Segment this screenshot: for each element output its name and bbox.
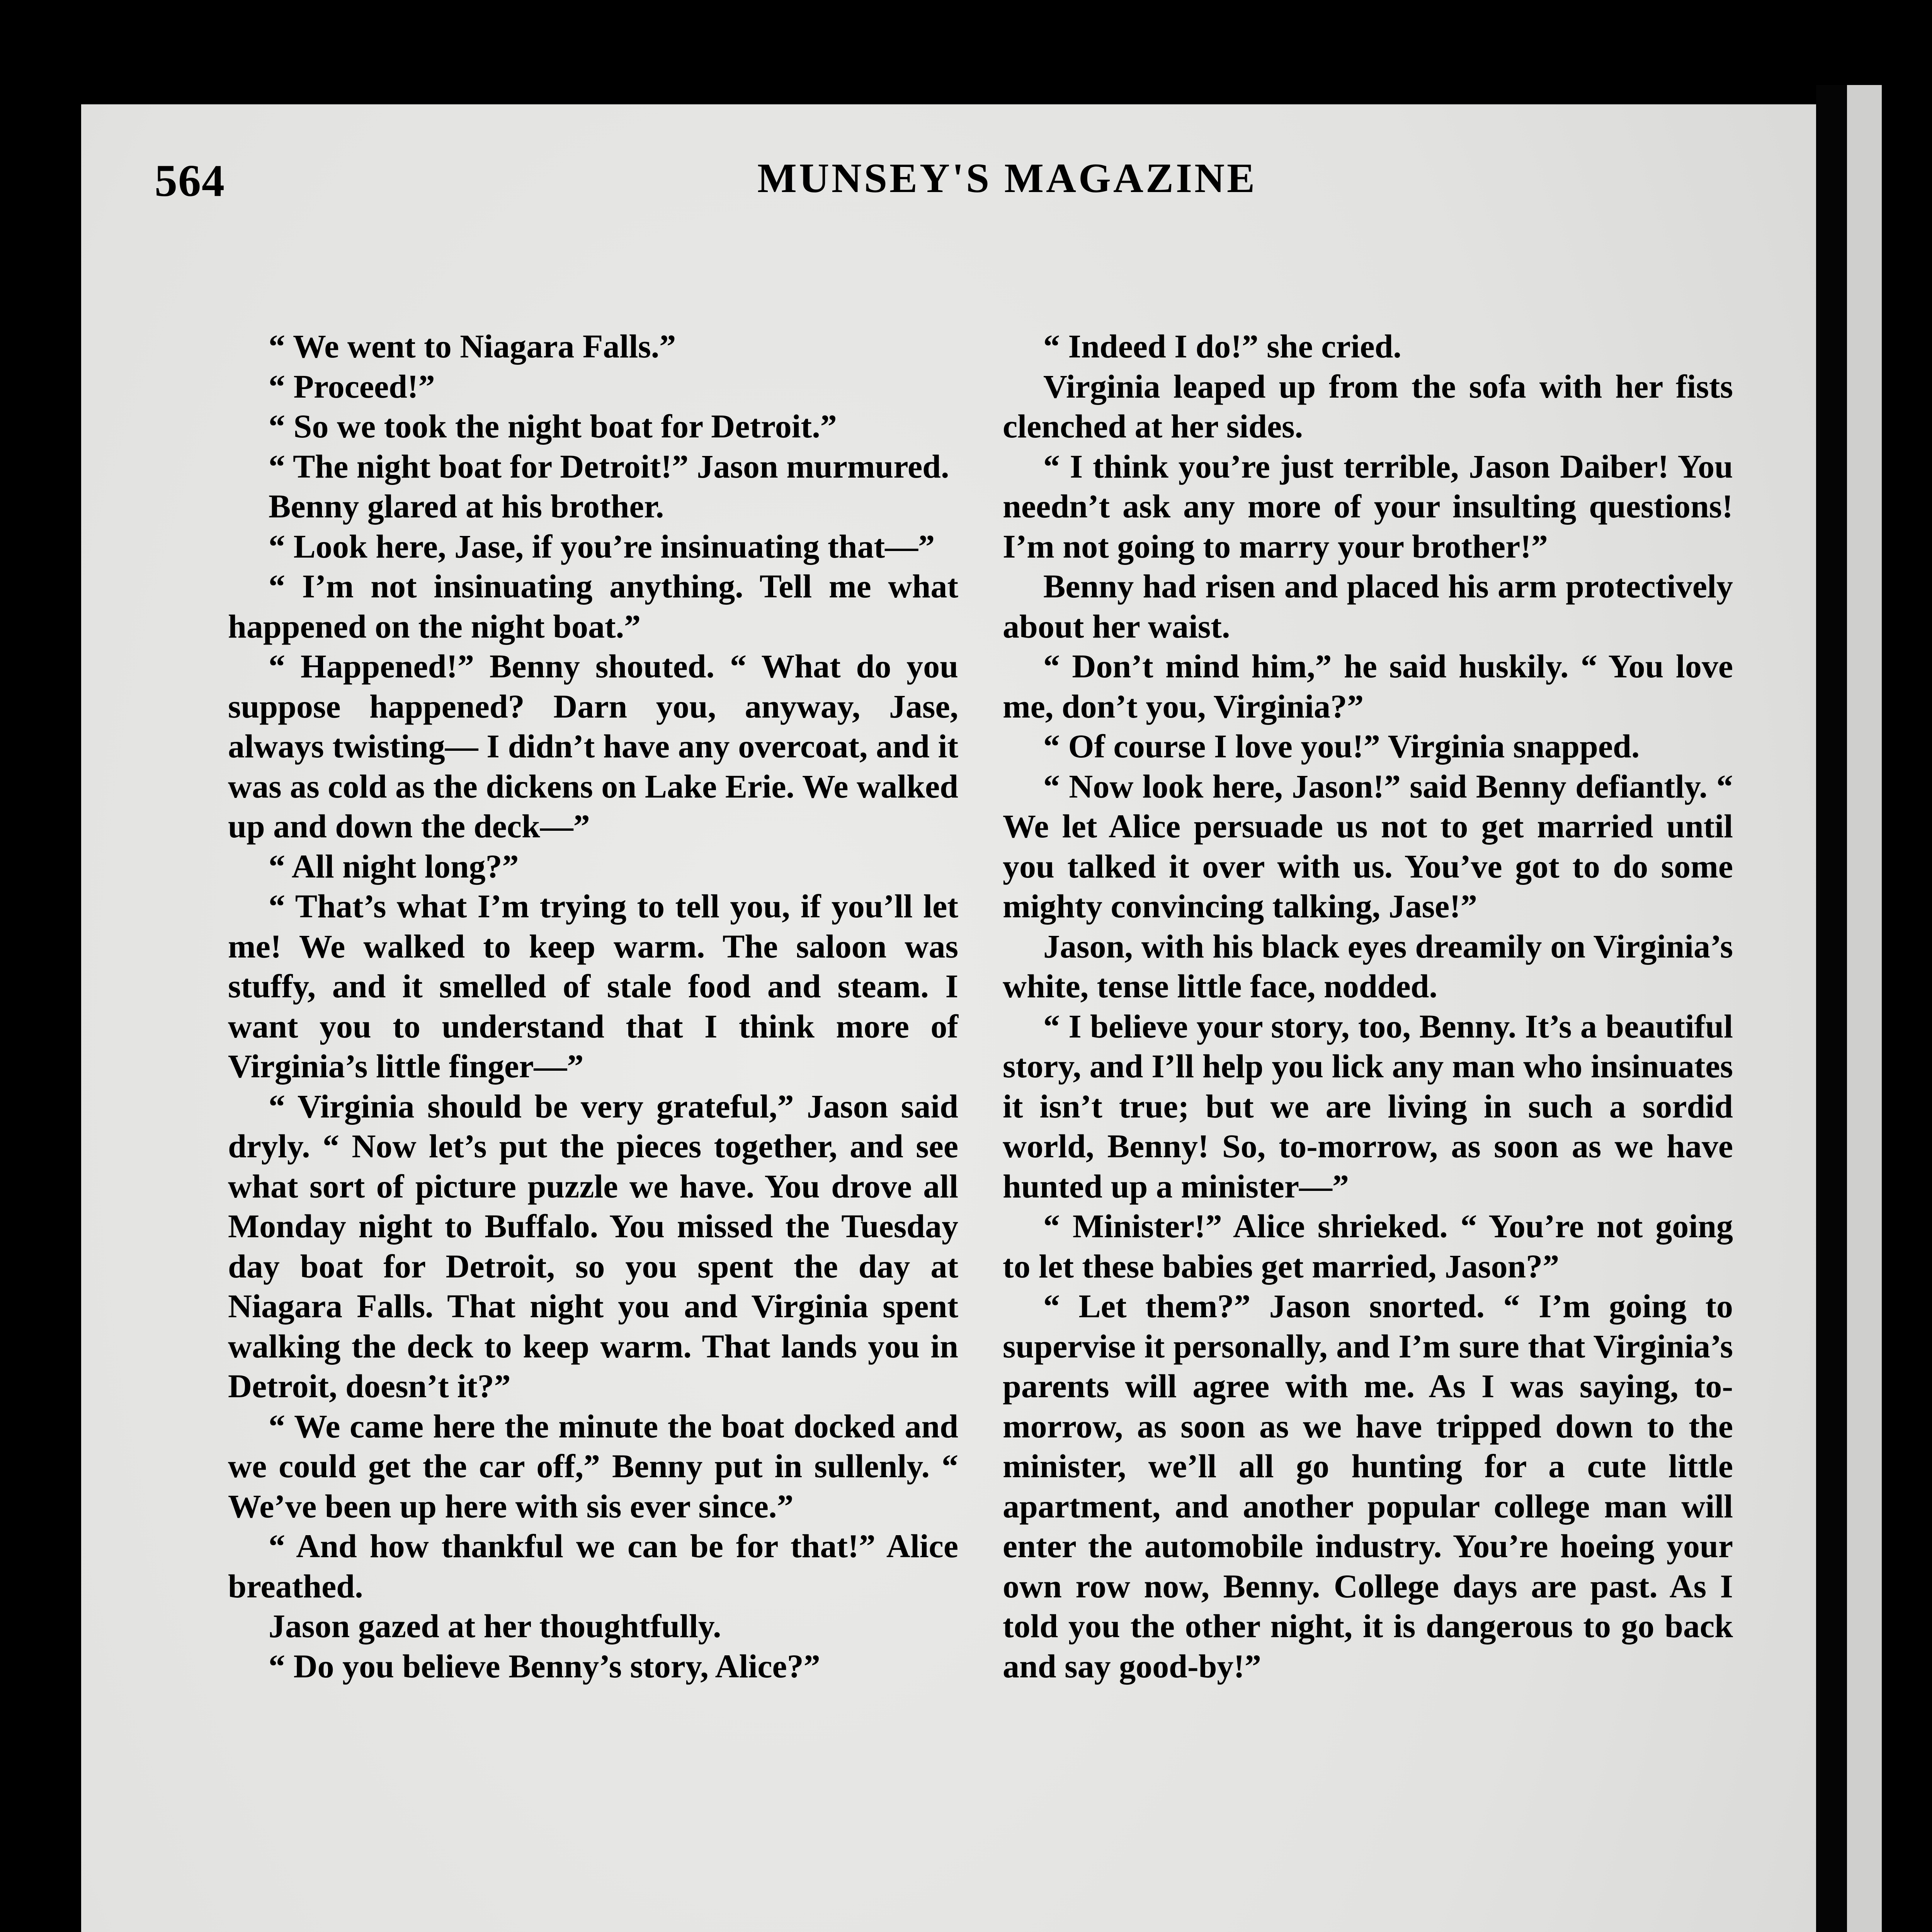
paragraph: “ Do you believe Benny’s story, Alice?”: [269, 1647, 820, 1685]
paragraph: “ Let them?” Jason snorted. “ I’m going to supervise it personally, and I’m sure that Virginia’s parents will agree with me. As I was saying, to-morrow, as soon as we have tripped down to the minister, we’ll all go hunting for a cute little apartment, and another popular college man will enter the automobile industry. You’re hoeing your own row now, Benny. College days are past. As I told you the other night, it is dangerous to go back and say good-by!”: [1003, 1287, 1733, 1685]
paragraph: “ I believe your story, too, Benny. It’s a beautiful story, and I’ll help you lick any man who insinuates it isn’t true; but we are living in such a sordid world, Benny! So, to-morrow, as soon as we have hunted up a minister—”: [1003, 1007, 1733, 1205]
paragraph: Jason, with his black eyes dreamily on Virginia’s white, tense little face, nodded.: [1003, 927, 1733, 1005]
paragraph: “ Virginia should be very grateful,” Jason said dryly. “ Now let’s put the pieces together, and see what sort of picture puzzle we have. You drove all Monday night to Buffalo. You missed the Tuesday day boat for Detroit, so you spent the day at Niagara Falls. That night you and Virginia spent walking the deck to keep warm. That lands you in Detroit, doesn’t it?”: [228, 1087, 958, 1405]
paragraph: “ Of course I love you!” Virginia snapped.: [1043, 728, 1640, 765]
facing-page-edge: [1847, 85, 1882, 1932]
paragraph: “ Indeed I do!” she cried.: [1043, 328, 1401, 365]
paragraph: Jason gazed at her thoughtfully.: [269, 1607, 721, 1645]
paragraph: Benny had risen and placed his arm protectively about her waist.: [1003, 568, 1733, 645]
paragraph: “ I think you’re just terrible, Jason Daiber! You needn’t ask any more of your insulting questions! I’m not going to marry your brother!”: [1003, 447, 1733, 565]
paragraph: “ Now look here, Jason!” said Benny defiantly. “ We let Alice persuade us not to get married until you talked it over with us. You’ve got to do some mighty convincing talking, Jase!”: [1003, 767, 1733, 925]
paragraph: “ I’m not insinuating anything. Tell me what happened on the night boat.”: [228, 568, 958, 645]
paragraph: “ That’s what I’m trying to tell you, if you’ll let me! We walked to keep warm. The saloon was stuffy, and it smelled of stale food and steam. I want you to understand that I think more of Virginia’s little finger—”: [228, 888, 958, 1085]
paragraph: “ All night long?”: [269, 847, 519, 885]
left-column: [228, 327, 958, 1686]
binding-gutter: [1816, 85, 1847, 1932]
right-column: [1003, 327, 1733, 1686]
paragraph: “ The night boat for Detroit!” Jason murmured.: [269, 447, 949, 485]
paragraph: “ We went to Niagara Falls.”: [269, 328, 676, 365]
paragraph: “ So we took the night boat for Detroit.”: [269, 408, 837, 445]
paragraph: “ Happened!” Benny shouted. “ What do you suppose happened? Darn you, anyway, Jase, always twisting— I didn’t have any overcoat, and it was as cold as the dickens on Lake Erie. We walked up and down the deck—”: [228, 648, 958, 845]
paragraph: “ Minister!” Alice shrieked. “ You’re not going to let these babies get married, Jason?”: [1003, 1208, 1733, 1285]
page-header: [155, 155, 1257, 213]
paragraph: “ We came here the minute the boat docked and we could get the car off,” Benny put in sullenly. “ We’ve been up here with sis ever since.”: [228, 1407, 958, 1525]
paragraph: “ And how thankful we can be for that!” Alice breathed.: [228, 1527, 958, 1605]
page-number: 564: [155, 155, 225, 206]
paragraph: “ Proceed!”: [269, 367, 435, 405]
paragraph: Virginia leaped up from the sofa with her fists clenched at her sides.: [1003, 367, 1733, 445]
paragraph: “ Don’t mind him,” he said huskily. “ You love me, don’t you, Virginia?”: [1003, 648, 1733, 725]
paragraph: “ Look here, Jase, if you’re insinuating that—”: [269, 527, 935, 565]
paragraph: Benny glared at his brother.: [269, 488, 664, 525]
running-head: MUNSEY'S MAGAZINE: [757, 155, 1257, 201]
